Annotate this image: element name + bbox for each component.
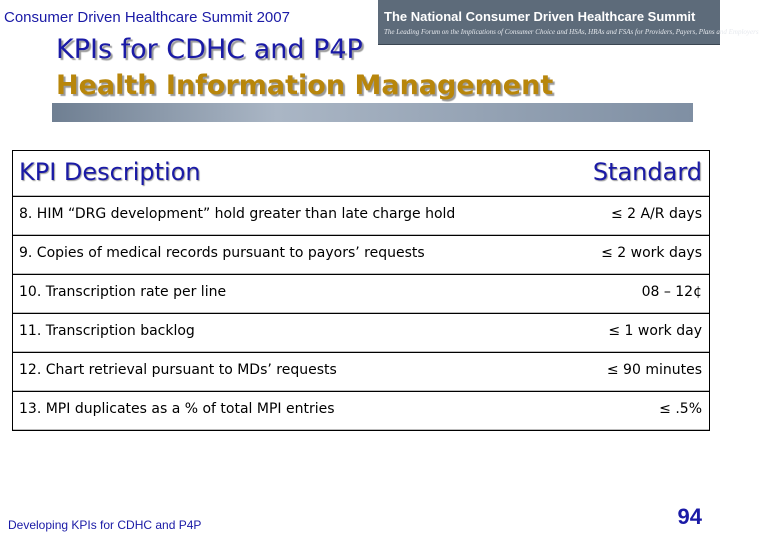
banner-title: The National Consumer Driven Healthcare Summit: [384, 9, 696, 24]
kpi-description: 13. MPI duplicates as a % of total MPI entries: [19, 401, 335, 417]
kpi-standard: ≤ 1 work day: [608, 323, 702, 339]
table-row: [13, 235, 709, 274]
kpi-standard: ≤ .5%: [659, 401, 702, 417]
summit-banner: [378, 0, 759, 45]
kpi-description: 10. Transcription rate per line: [19, 284, 227, 300]
kpi-standard: ≤ 90 minutes: [606, 362, 702, 378]
kpi-description: 9. Copies of medical records pursuant to payors’ requests: [19, 245, 425, 261]
kpi-standard: 08 – 12¢: [641, 284, 702, 300]
table-row: [13, 274, 709, 313]
kpi-description: 12. Chart retrieval pursuant to MDs’ requests: [19, 362, 337, 378]
page-subtitle: Health Information Management: [56, 70, 554, 101]
page-number: 94: [677, 504, 702, 529]
table-row: [13, 313, 709, 352]
page-title: KPIs for CDHC and P4P: [56, 34, 363, 65]
footer-label: Developing KPIs for CDHC and P4P: [8, 518, 202, 532]
kpi-description: 11. Transcription backlog: [19, 323, 195, 339]
summit-label: Consumer Driven Healthcare Summit 2007: [4, 9, 290, 26]
title-underline-bar: [52, 103, 693, 122]
table-row: [13, 196, 709, 235]
kpi-standard: ≤ 2 work days: [601, 245, 702, 261]
table-header-row: [13, 151, 709, 196]
column-header-standard: Standard: [592, 158, 702, 186]
kpi-description: 8. HIM “DRG development” hold greater than late charge hold: [19, 206, 456, 222]
kpi-table: [12, 150, 710, 431]
banner-subtitle: The Leading Forum on the Implications of Consumer Choice and HSAs, HRAs and FSAs for Providers, Payers, Plans and Employers: [384, 28, 759, 36]
kpi-standard: ≤ 2 A/R days: [610, 206, 702, 222]
table-row: [13, 391, 709, 430]
column-header-description: KPI Description: [19, 158, 201, 186]
table-row: [13, 352, 709, 391]
